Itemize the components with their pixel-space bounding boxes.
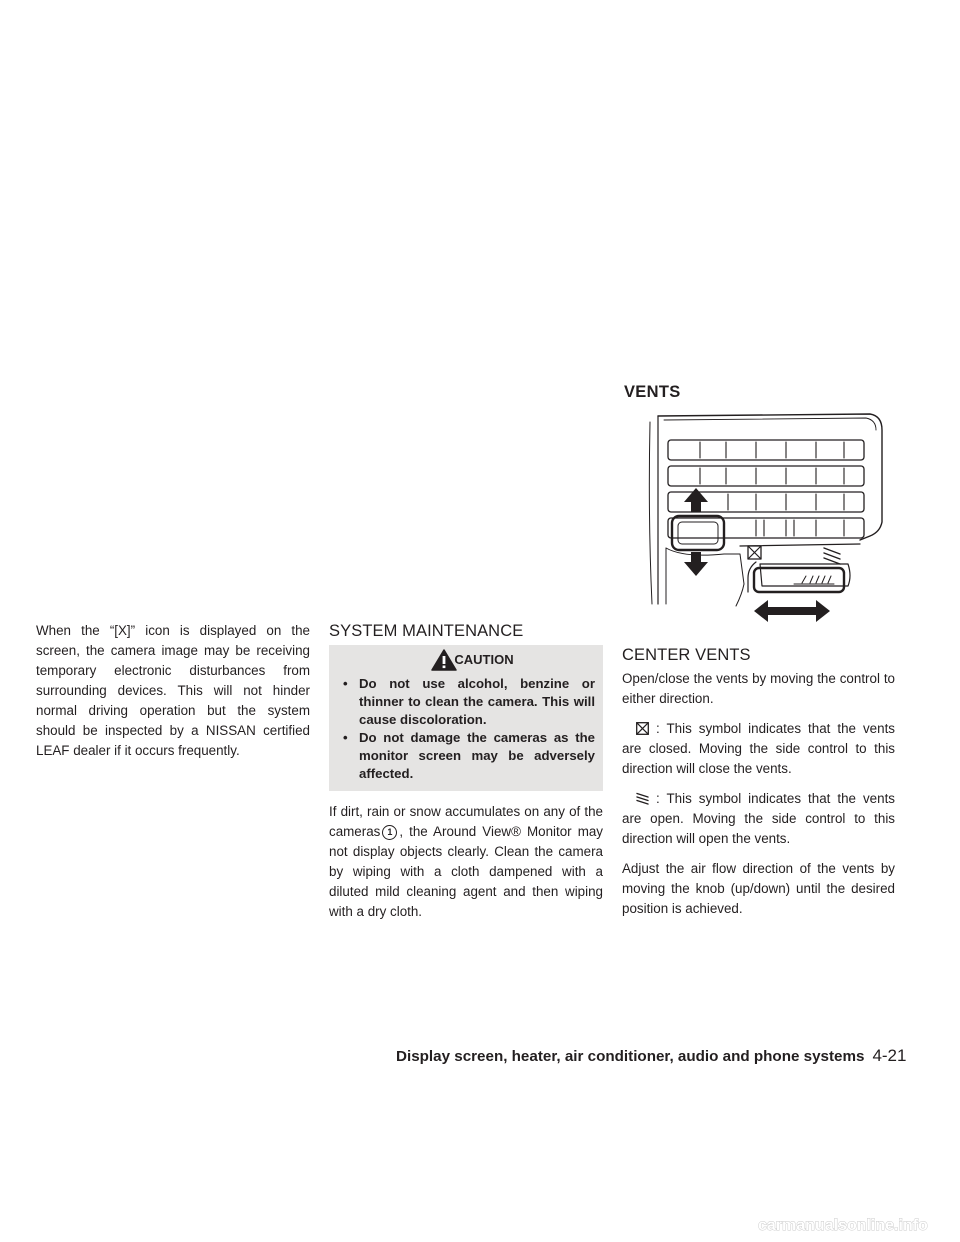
camera-interference-paragraph: When the “[X]” icon is displayed on the screen, the camera image may be receiving temporary electronic disturbances from surrounding devices. This will not hinder normal driving operation but the system should be inspected by a NISSAN certified LEAF dealer if it occurs frequently.: [36, 623, 310, 758]
caution-list: [343, 675, 595, 783]
cleaning-text-start: If dirt, rain or snow accumulates on any of the cameras: [329, 804, 603, 839]
system-maintenance-heading: SYSTEM MAINTENANCE: [329, 622, 524, 640]
closed-symbol-paragraph: [622, 719, 895, 779]
open-symbol-text: : This symbol indicates that the vents are open. Moving the side control to this direction will open the vents.: [622, 791, 895, 846]
vent-closed-icon: [636, 722, 649, 735]
cleaning-text-end: , the Around View® Monitor may not display objects clearly. Clean the camera by wiping with a cloth dampened with a diluted mild cleaning agent and then wiping with a dry cloth.: [329, 824, 603, 919]
page-footer: [396, 1046, 916, 1068]
left-column: [36, 621, 310, 771]
callout-number-icon: 1: [382, 825, 397, 840]
caution-header: [343, 651, 595, 669]
caution-item: • Do not use alcohol, benzine or thinner to clean the camera. This will cause discoloration.: [343, 675, 595, 729]
caution-item: • Do not damage the cameras as the monitor screen may be adversely affected.: [343, 729, 595, 783]
footer-section-title: Display screen, heater, air conditioner, audio and phone systems: [396, 1048, 865, 1065]
center-vents-heading: CENTER VENTS: [622, 646, 751, 664]
svg-text:carmanualsonline.info: carmanualsonline.info: [758, 1217, 928, 1234]
vents-title: VENTS: [624, 383, 681, 401]
watermark: [756, 1212, 952, 1236]
caution-label: CAUTION: [454, 652, 514, 667]
vents-intro-paragraph: Open/close the vents by moving the control to either direction.: [622, 671, 895, 706]
open-symbol-paragraph: [622, 789, 895, 849]
adjust-airflow-paragraph: Adjust the air flow direction of the vents by moving the knob (up/down) until the desired position is achieved.: [622, 861, 895, 916]
caution-box: [329, 645, 603, 791]
warning-triangle-icon: [431, 649, 457, 671]
closed-symbol-text: : This symbol indicates that the vents are closed. Moving the side control to this direction will close the vents.: [622, 721, 895, 776]
cleaning-paragraph: [329, 802, 603, 922]
vent-open-icon: [636, 792, 649, 805]
center-vent-illustration: [644, 408, 896, 628]
page-number: 4-21: [872, 1046, 907, 1065]
middle-column: [329, 621, 603, 932]
right-column: [622, 645, 895, 929]
watermark-logo: [756, 1212, 952, 1236]
